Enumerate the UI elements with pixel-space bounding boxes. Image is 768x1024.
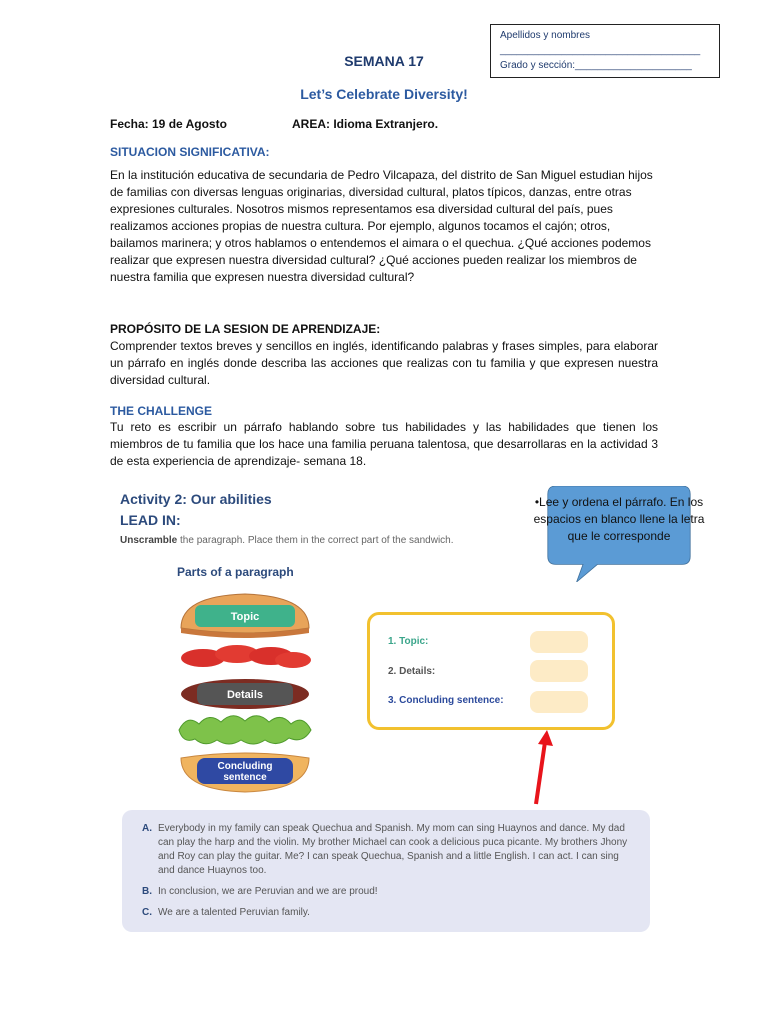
grado-field[interactable]: Grado y sección:_____________________	[500, 60, 692, 71]
proposito-paragraph: Comprender textos breves y sencillos en inglés, identificando palabras y frases simples, para elaborar un párrafo en inglés donde describa las acciones que realizas con tu familia y que expresen nuestra diversidad cultural.	[110, 339, 658, 387]
apellidos-line[interactable]: ____________________________________	[500, 45, 701, 56]
page-title: SEMANA 17	[344, 53, 424, 69]
option-letter: C.	[142, 907, 152, 918]
proposito-heading: PROPÓSITO DE LA SESION DE APRENDIZAJE:	[110, 322, 381, 336]
topic-label: Topic	[230, 611, 260, 623]
options-panel	[122, 810, 650, 932]
option-letter: A.	[142, 823, 152, 834]
answer-slot-details[interactable]	[530, 660, 588, 682]
apellidos-label: Apellidos y nombres	[500, 30, 591, 41]
activity-instruction	[120, 535, 454, 546]
option-text: In conclusion, we are Peruvian and we are proud!	[158, 886, 378, 897]
answer-box	[367, 612, 615, 730]
option-a	[142, 822, 632, 878]
parts-title: Parts of a paragraph	[177, 565, 294, 579]
answer-label-topic: 1. Topic:	[388, 636, 429, 647]
page-subtitle: Let’s Celebrate Diversity!	[300, 86, 468, 102]
answer-slot-topic[interactable]	[530, 631, 588, 653]
lead-in-heading: LEAD IN:	[120, 512, 181, 528]
instruction-bold: Unscramble	[120, 535, 178, 546]
lettuce	[179, 716, 311, 744]
arrow-icon	[525, 728, 555, 808]
situacion-heading: SITUACION SIGNIFICATIVA:	[110, 145, 270, 159]
activity-title: Activity 2: Our abilities	[120, 491, 272, 507]
details-label: Details	[226, 689, 264, 701]
answer-slot-concluding[interactable]	[530, 691, 588, 713]
instruction-rest: the paragraph. Place them in the correct part of the sandwich.	[177, 535, 454, 546]
concluding-label-line2: sentence	[223, 772, 267, 783]
answer-label-details: 2. Details:	[388, 666, 436, 677]
option-text: We are a talented Peruvian family.	[158, 907, 310, 918]
concluding-label-line1: Concluding	[217, 761, 273, 772]
option-b	[142, 885, 632, 899]
option-text: Everybody in my family can speak Quechua and Spanish. My mom can sing Huaynos and dance. My dad can play the harp and the violin. My brother Michael can cook a delicious puca picante. My brothers Jhony and Roy can play the guitar. Me? I can speak Quechua, Spanish and a little English. I can act. I can sing and dance Huaynos too.	[158, 823, 628, 876]
situacion-paragraph: En la institución educativa de secundaria de Pedro Vilcapaza, del distrito de San Miguel estudian hijos de familias con diversas lenguas originarias, diversidad cultural, platos típicos, danzas, entre otras expresiones culturales. Nosotros mismos representamos esa diversidad cultural del país, pues realizamos acciones propias de nuestra cultura. Por ejemplo, algunos tocamos el cajón; otros, bailamos marinera; y otros hablamos o entendemos el aimara o el quechua. ¿Qué acciones podemos realizar que expresen nuestra diversidad cultural? ¿Qué acciones pueden realizar los miembros de nuestra familia que expresen nuestra diversidad cultural?	[110, 168, 653, 284]
option-letter: B.	[142, 886, 152, 897]
option-c	[142, 906, 632, 920]
tomato-slice	[275, 652, 311, 668]
answer-label-concluding: 3. Concluding sentence:	[388, 695, 504, 706]
student-info-box	[490, 24, 720, 78]
area-label: AREA: Idioma Extranjero.	[292, 117, 439, 131]
sandwich-illustration	[175, 590, 315, 800]
date-label: Fecha: 19 de Agosto	[110, 117, 227, 131]
challenge-paragraph: Tu reto es escribir un párrafo hablando sobre tus habilidades y las habilidades que tienen los miembros de tu familia que los hace una familia peruana talentosa, que desarrollaras en la actividad 3 de esta experiencia de aprendizaje- semana 18.	[110, 420, 658, 468]
bubble-instruction: •Lee y ordena el párrafo. En los espacios en blanco llene la letra que le corresponde	[533, 495, 705, 543]
challenge-heading: THE CHALLENGE	[110, 404, 212, 418]
